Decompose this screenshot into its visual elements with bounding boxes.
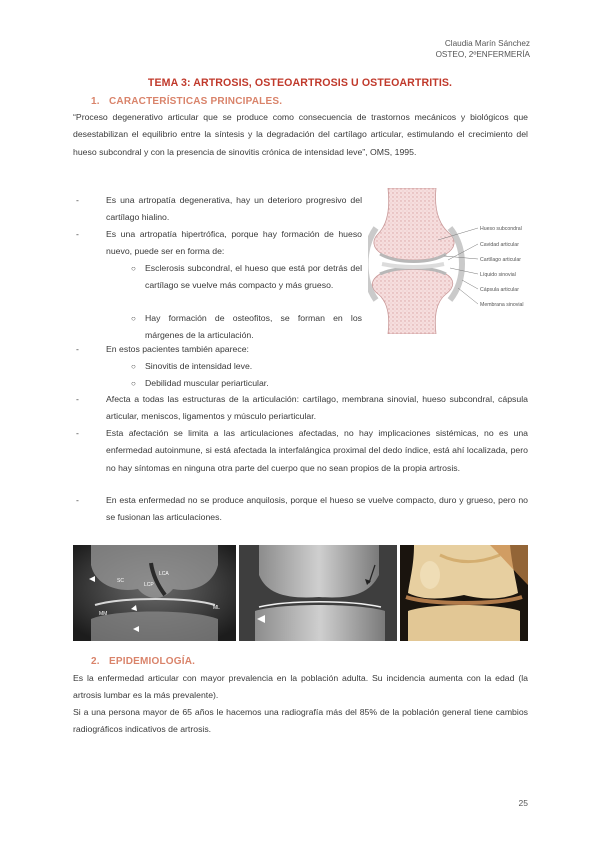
mri-label: LCA (159, 571, 169, 577)
header-author: Claudia Marín Sánchez (444, 39, 530, 48)
bullet-text: Es una artropatía hipertrófica, porque hay formación de hueso nuevo, puede ser en forma de: (106, 229, 362, 257)
diagram-label: Cartílago articular (480, 257, 521, 263)
list-item: - Es una artropatía degenerativa, hay un deterioro progresivo del cartílago hialino. (76, 195, 362, 223)
section-1-title: CARACTERÍSTICAS PRINCIPALES. (109, 96, 283, 107)
joint-diagram (368, 188, 530, 334)
page-number: 25 (518, 798, 528, 808)
diagram-label: Cavidad articular (480, 242, 519, 248)
bullet-text: Hay formación de osteofitos, se forman en los márgenes de la articulación. (145, 313, 362, 341)
sub-list-item: ○ Esclerosis subcondral, el hueso que está por detrás del cartílago se vuelve más compacto y más grueso. (131, 263, 362, 291)
definition-quote: “Proceso degenerativo articular que se produce como consecuencia de trastornos mecánicos y biológicos que desestabilizan el equilibrio entre la síntesis y la degradación del cartílago articular, estimulando el crecimiento del hueso subcondral y con la presencia de sinovitis crónica de intensidad leve”, OMS, 1995. (73, 112, 528, 157)
section-2-number: 2. (91, 656, 100, 667)
mri-label: LCP (144, 582, 154, 588)
bullet-text: Es una artropatía degenerativa, hay un deterioro progresivo del cartílago hialino. (106, 195, 362, 223)
mri-knee-image (73, 545, 236, 641)
diagram-label: Cápsula articular (480, 287, 519, 293)
sub-list-item: ○ Sinovitis de intensidad leve. (131, 361, 253, 371)
bullet-text: Afecta a todas las estructuras de la articulación: cartílago, membrana sinovial, hueso subcondral, cápsula articular, meniscos, ligamentos y músculo periarticular. (106, 394, 528, 422)
specimen-knee-image (400, 545, 528, 641)
page-title: TEMA 3: ARTROSIS, OSTEOARTROSIS U OSTEOARTRITIS. (147, 77, 453, 89)
mri-label: ML (213, 605, 220, 611)
section-1-heading (91, 96, 282, 107)
bullet-text: Esta afectación se limita a las articulaciones afectadas, no hay implicaciones sistémicas, no es una enfermedad autoinmune, si está afectada la interfalángica proximal del dedo índice, está ahí localizada, pero no hay síntomas en ninguna otra parte del cuerpo que no sean propios de la propia artrosis. (106, 428, 528, 473)
section-2-title: EPIDEMIOLOGÍA. (109, 656, 196, 667)
mri-label: SC (117, 578, 124, 584)
list-item: - En estos pacientes también aparece: (76, 344, 249, 354)
sub-list-item: ○ Debilidad muscular periarticular. (131, 378, 269, 388)
section-2-heading (91, 656, 195, 667)
xray-knee-image (239, 545, 397, 641)
diagram-label: Membrana sinovial (480, 302, 524, 308)
section-1-number: 1. (91, 96, 100, 107)
list-item: - Es una artropatía hipertrófica, porque hay formación de hueso nuevo, puede ser en forma de: (76, 229, 362, 257)
list-item: - Afecta a todas las estructuras de la articulación: cartílago, membrana sinovial, hueso subcondral, cápsula articular, meniscos, ligamentos y músculo periarticular. (76, 394, 528, 422)
list-item: - En esta enfermedad no se produce anquilosis, porque el hueso se vuelve compacto, duro y grueso, pero no se fusionan las articulaciones. (76, 495, 528, 523)
bullet-text: Esclerosis subcondral, el hueso que está por detrás del cartílago se vuelve más compacto y más grueso. (145, 263, 362, 291)
bullet-text: Debilidad muscular periarticular. (145, 378, 269, 388)
sub-list-item: ○ Hay formación de osteofitos, se forman en los márgenes de la articulación. (131, 313, 362, 341)
header-course: OSTEO, 2ºENFERMERÍA (435, 50, 530, 59)
mri-label: MM (99, 611, 108, 617)
list-item: - Esta afectación se limita a las articulaciones afectadas, no hay implicaciones sistémicas, no es una enfermedad autoinmune, si está afectada la interfalángica proximal del dedo índice, está ahí localizada, pero no hay síntomas en ninguna otra parte del cuerpo que no sean propios de la propia artrosis. (76, 428, 528, 473)
bullet-text: En estos pacientes también aparece: (106, 344, 249, 354)
epidemiology-paragraph-2: Si a una persona mayor de 65 años le hacemos una radiografía más del 85% de la población general tiene cambios radiográficos indicativos de artrosis. (73, 707, 528, 735)
bullet-text: Sinovitis de intensidad leve. (145, 361, 253, 371)
bullet-text: En esta enfermedad no se produce anquilosis, porque el hueso se vuelve compacto, duro y grueso, pero no se fusionan las articulaciones. (106, 495, 528, 523)
diagram-label: Líquido sinovial (480, 272, 516, 278)
epidemiology-paragraph-1: Es la enfermedad articular con mayor prevalencia en la población adulta. Su incidencia aumenta con la edad (la artrosis lumbar es la más prevalente). (73, 673, 528, 701)
diagram-label: Hueso subcondral (480, 226, 522, 232)
